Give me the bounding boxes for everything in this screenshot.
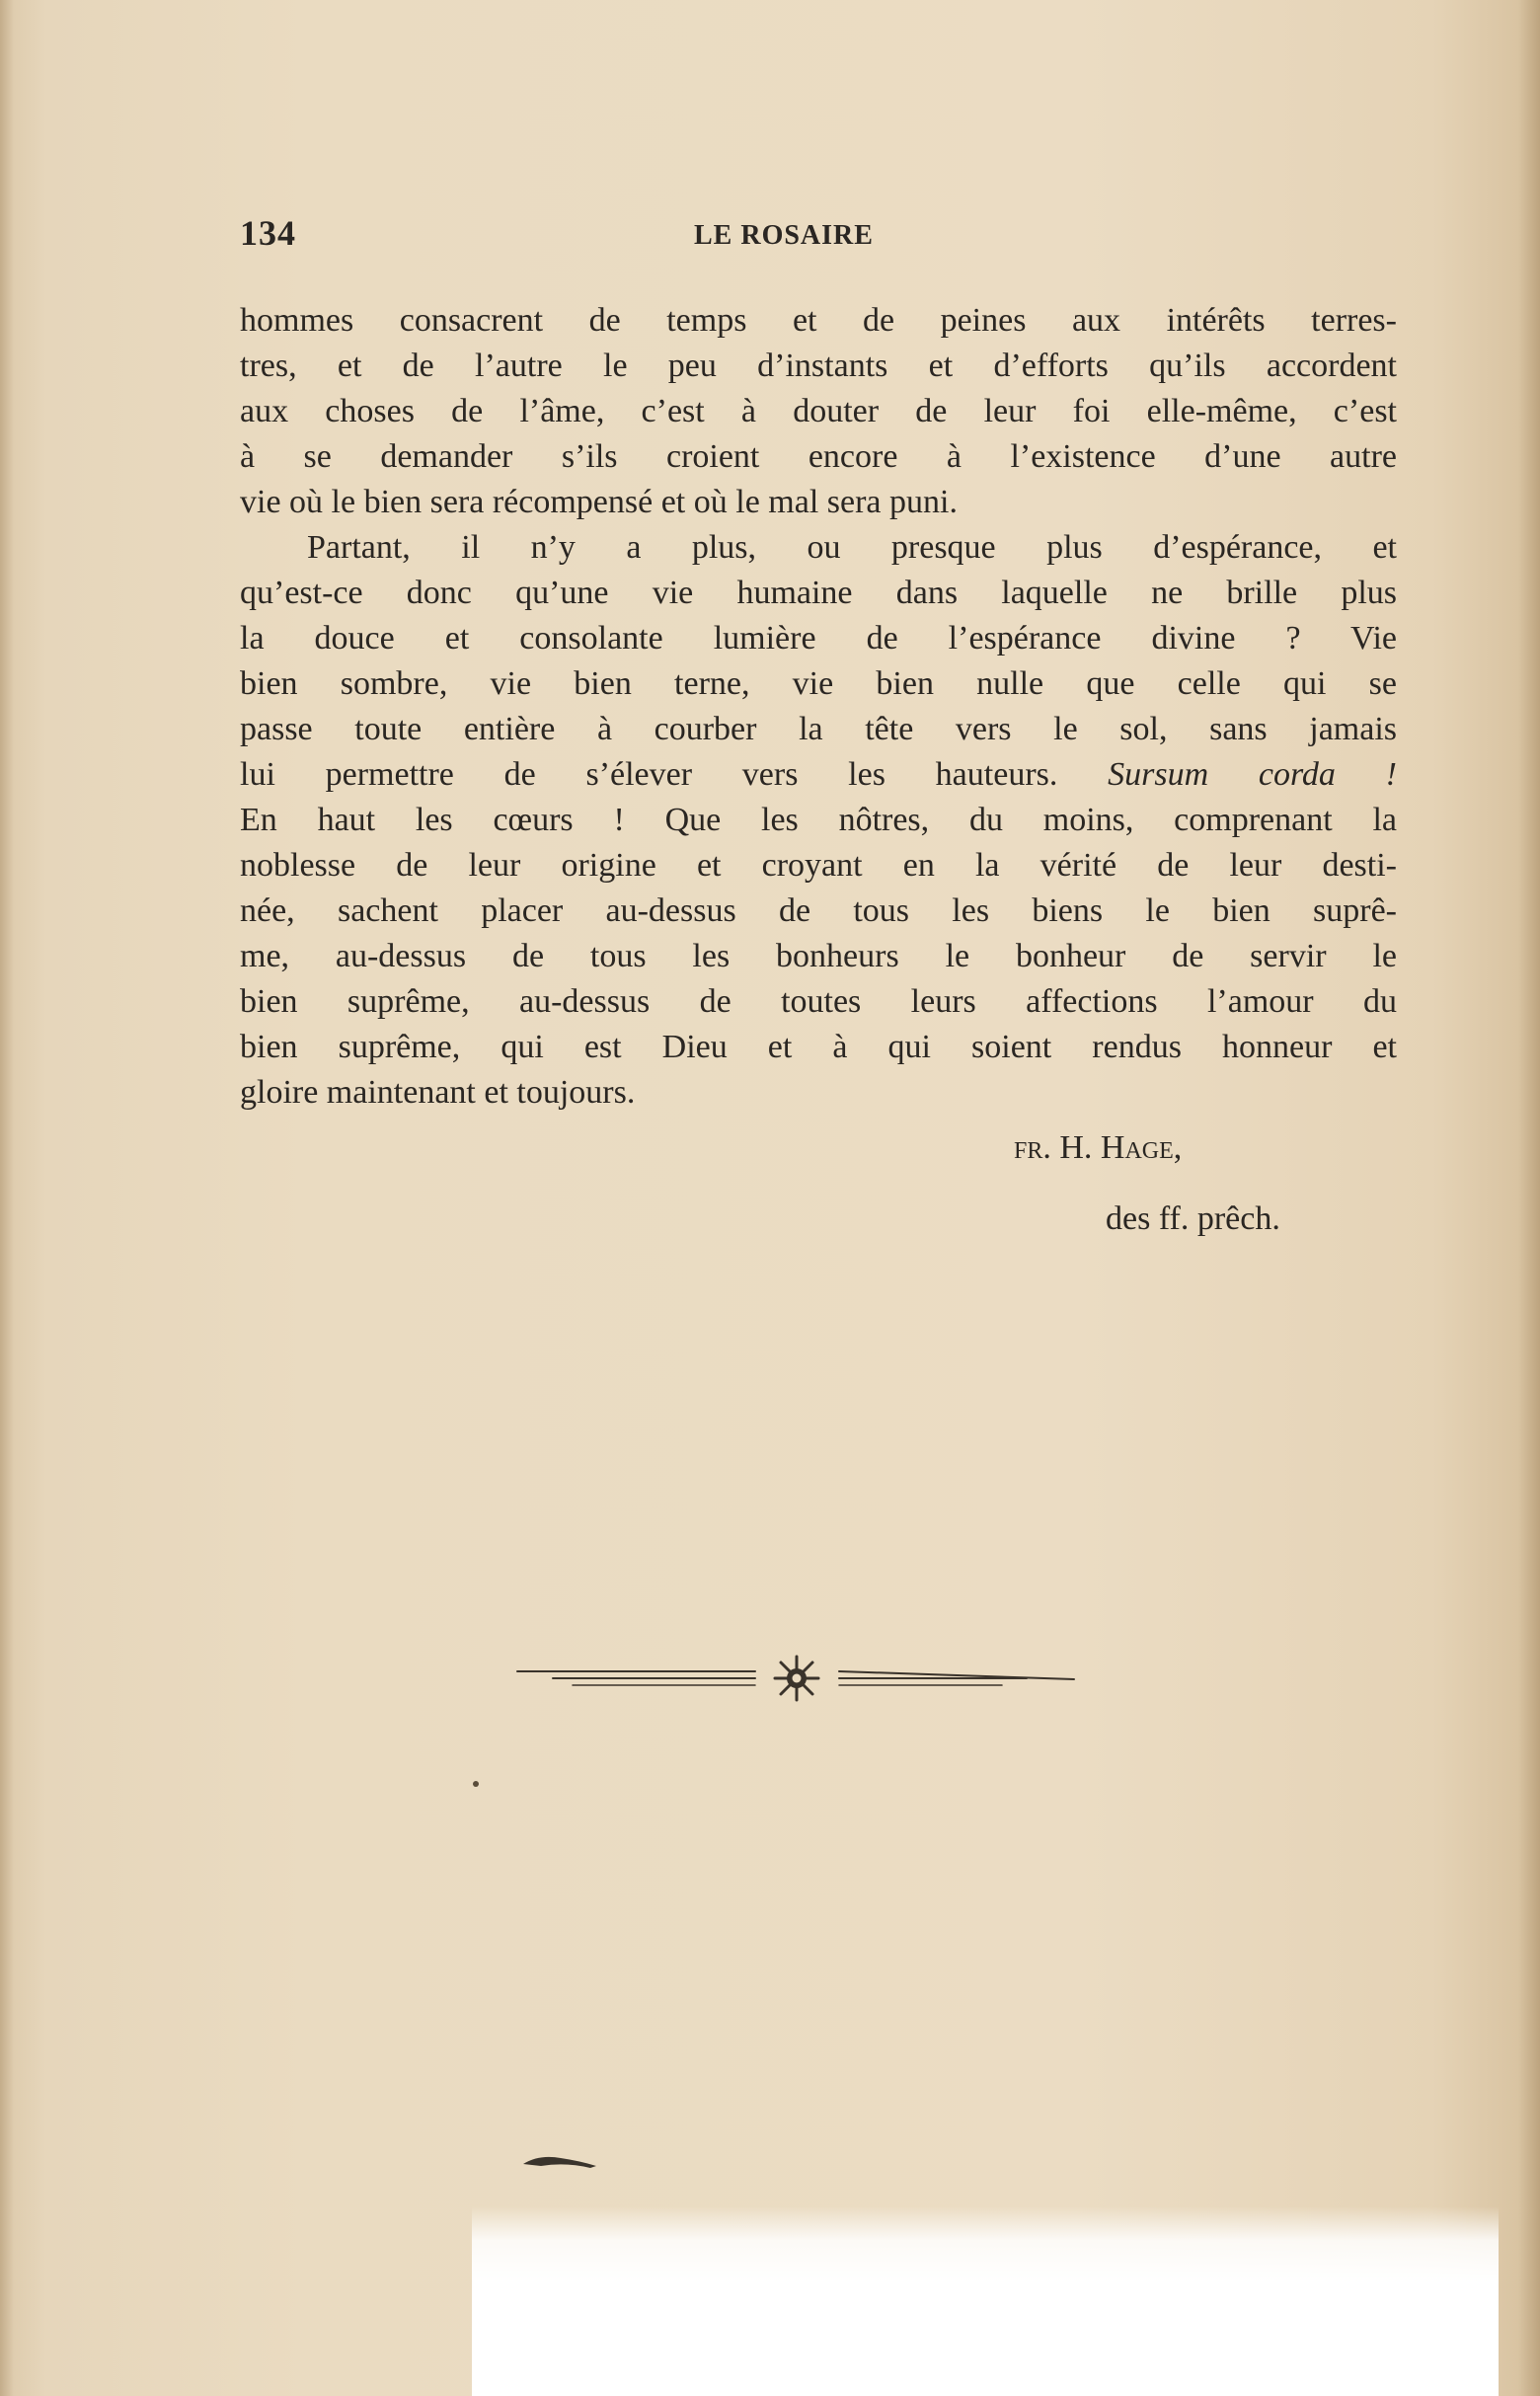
text-line: aux choses de l’âme, c’est à douter de leur foi elle-même, c’est [240, 393, 1397, 429]
text-fragment: lui permettre de s’élever vers les hauteurs. [240, 756, 1109, 793]
page-header [240, 212, 1405, 262]
text-line: gloire maintenant et toujours. [240, 1074, 636, 1111]
page-right-shadow [1518, 0, 1540, 2396]
ink-smudge [521, 2152, 600, 2170]
latin-phrase: Sursum corda ! [1108, 756, 1397, 793]
signature-order: des ff. prêch. [1106, 1200, 1280, 1237]
signature-name: fr. H. Hage, [1014, 1129, 1183, 1166]
text-line: vie où le bien sera récompensé et où le mal sera puni. [240, 484, 958, 520]
page-number: 134 [240, 213, 296, 253]
body-text [240, 298, 1397, 1116]
text-line: née, sachent placer au-dessus de tous les biens le bien suprê- [240, 892, 1397, 929]
text-line: la douce et consolante lumière de l’espérance divine ? Vie [240, 620, 1397, 657]
text-line: passe toute entière à courber la tête vers le sol, sans jamais [240, 711, 1397, 747]
text-line: Partant, il n’y a plus, ou presque plus d’espérance, et [307, 529, 1397, 566]
running-title: LE ROSAIRE [694, 220, 874, 251]
page-left-shadow [0, 0, 14, 2396]
text-line: tres, et de l’autre le peu d’instants et d’efforts qu’ils accordent [240, 348, 1397, 384]
scan-blank-area [472, 2206, 1499, 2396]
sun-fleuron-icon [513, 1647, 1086, 1716]
text-line: qu’est-ce donc qu’une vie humaine dans laquelle ne brille plus [240, 575, 1397, 611]
text-line: hommes consacrent de temps et de peines aux intérêts terres- [240, 302, 1397, 339]
text-line: me, au-dessus de tous les bonheurs le bonheur de servir le [240, 938, 1397, 974]
text-line: à se demander s’ils croient encore à l’existence d’une autre [240, 438, 1397, 475]
text-line: noblesse de leur origine et croyant en la vérité de leur desti- [240, 847, 1397, 884]
text-line: bien suprême, au-dessus de toutes leurs affections l’amour du [240, 983, 1397, 1020]
text-line: En haut les cœurs ! Que les nôtres, du moins, comprenant la [240, 802, 1397, 838]
ink-speck [473, 1781, 479, 1787]
text-line: bien sombre, vie bien terne, vie bien nulle que celle qui se [240, 665, 1397, 702]
text-line: bien suprême, qui est Dieu et à qui soient rendus honneur et [240, 1029, 1397, 1065]
text-line-with-latin [240, 752, 1397, 798]
